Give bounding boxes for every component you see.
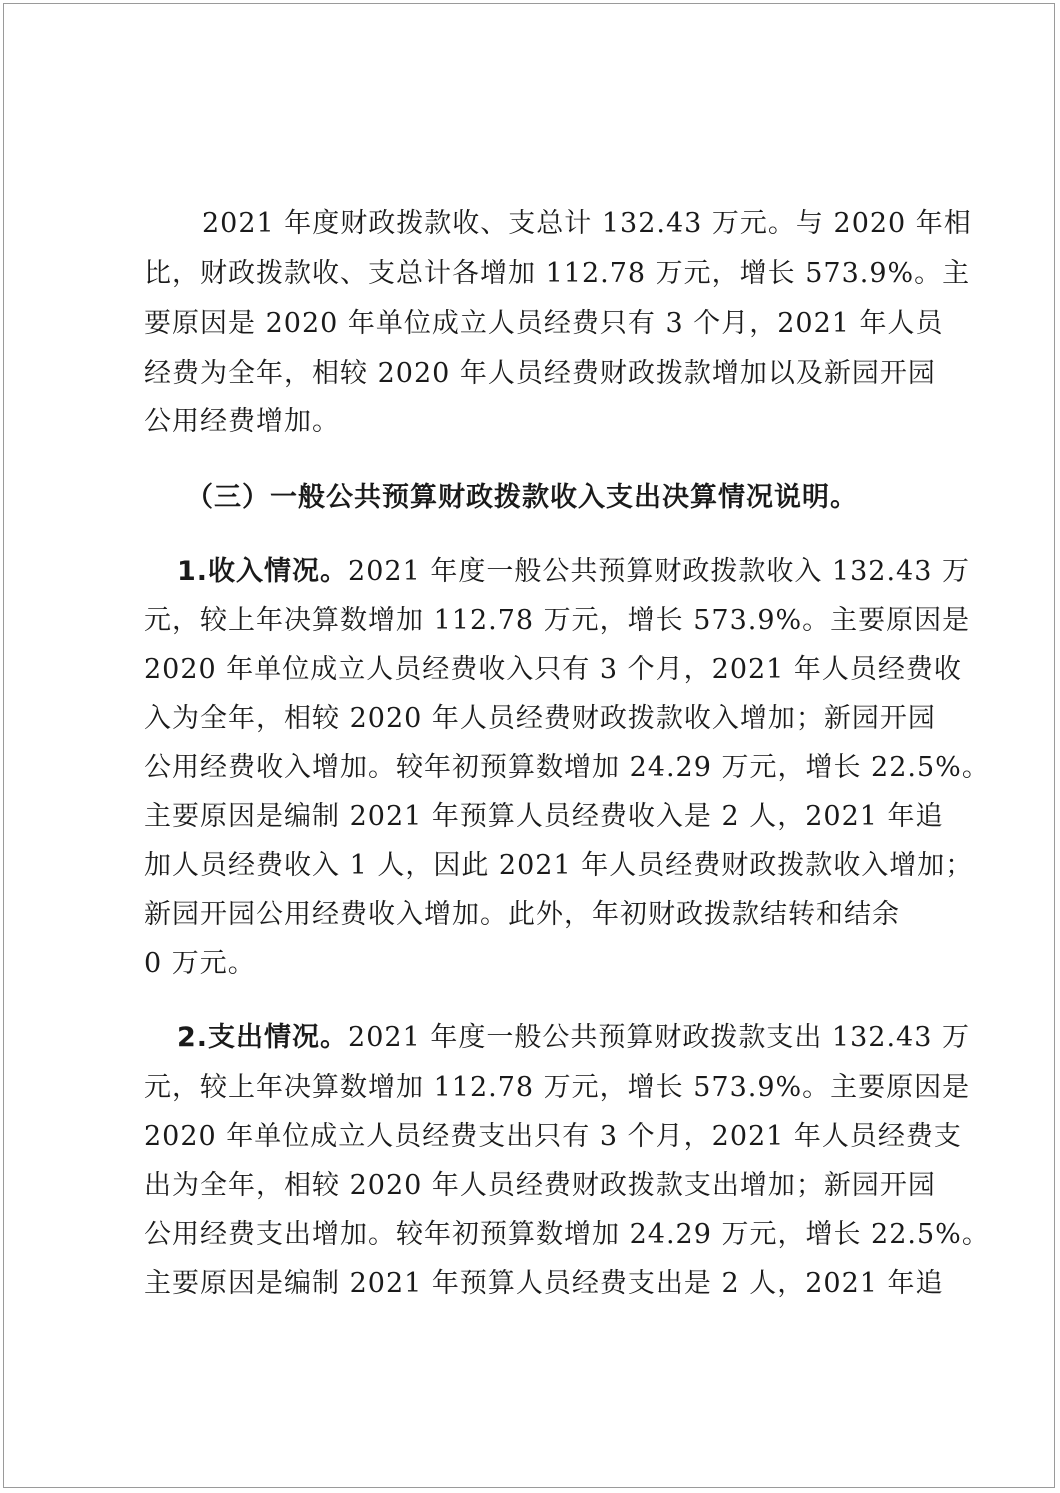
paragraph-line: 2021 年度财政拨款收、支总计 132.43 万元。与 2020 年相 [202, 208, 972, 239]
document-page [3, 3, 1055, 1488]
paragraph-line: 公用经费收入增加。较年初预算数增加 24.29 万元，增长 22.5%。 [144, 752, 990, 783]
paragraph-line: 加人员经费收入 1 人，因此 2021 年人员经费财政拨款收入增加； [144, 850, 974, 881]
paragraph-line: 新园开园公用经费收入增加。此外，年初财政拨款结转和结余 [144, 899, 900, 930]
income-first-line [177, 554, 970, 590]
paragraph-line: 2020 年单位成立人员经费收入只有 3 个月，2021 年人员经费收 [144, 654, 962, 685]
expense-first-line-text: 2021 年度一般公共预算财政拨款支出 132.43 万 [348, 1022, 970, 1053]
section-heading: （三）一般公共预算财政拨款收入支出决算情况说明。 [186, 482, 858, 513]
income-lead: 1.收入情况。 [177, 556, 349, 587]
paragraph-line: 2020 年单位成立人员经费支出只有 3 个月，2021 年人员经费支 [144, 1121, 962, 1152]
paragraph-line: 公用经费增加。 [144, 406, 340, 437]
paragraph-line: 主要原因是编制 2021 年预算人员经费收入是 2 人，2021 年追 [144, 801, 944, 832]
income-first-line-text: 2021 年度一般公共预算财政拨款收入 132.43 万 [348, 556, 970, 587]
paragraph-line: 0 万元。 [144, 948, 256, 979]
paragraph-line: 经费为全年，相较 2020 年人员经费财政拨款增加以及新园开园 [144, 358, 936, 389]
paragraph-line: 元，较上年决算数增加 112.78 万元，增长 573.9%。主要原因是 [144, 1072, 971, 1103]
paragraph-line: 出为全年，相较 2020 年人员经费财政拨款支出增加；新园开园 [144, 1170, 936, 1201]
paragraph-line: 比，财政拨款收、支总计各增加 112.78 万元，增长 573.9%。主 [144, 258, 971, 289]
paragraph-line: 主要原因是编制 2021 年预算人员经费支出是 2 人，2021 年追 [144, 1268, 944, 1299]
paragraph-line: 公用经费支出增加。较年初预算数增加 24.29 万元，增长 22.5%。 [144, 1219, 990, 1250]
expense-first-line [177, 1020, 970, 1056]
paragraph-line: 要原因是 2020 年单位成立人员经费只有 3 个月，2021 年人员 [144, 308, 944, 339]
paragraph-line: 元，较上年决算数增加 112.78 万元，增长 573.9%。主要原因是 [144, 605, 971, 636]
paragraph-line: 入为全年，相较 2020 年人员经费财政拨款收入增加；新园开园 [144, 703, 936, 734]
expense-lead: 2.支出情况。 [177, 1022, 349, 1053]
